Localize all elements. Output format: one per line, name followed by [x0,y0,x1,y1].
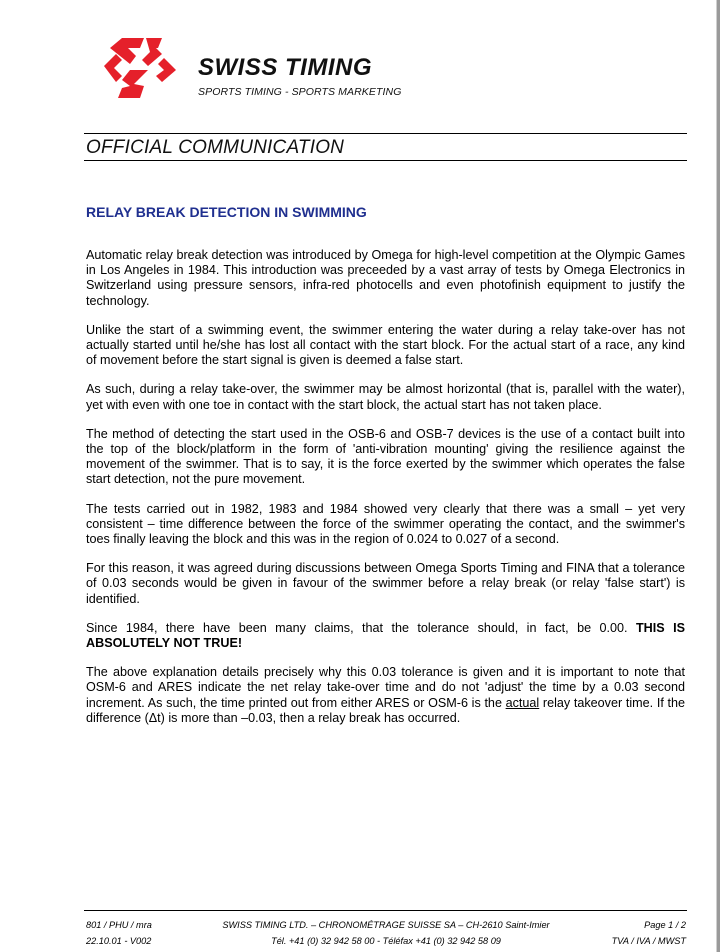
underlined-word: actual [505,695,540,710]
footer-company: SWISS TIMING LTD. – CHRONOMÉTRAGE SUISSE SA – CH-2610 Saint-Imier [222,920,550,930]
section-label: OFFICIAL COMMUNICATION [86,137,345,158]
final-text-end: relay takeover time. If the difference (Δt) is more than –0.03, then a relay break has occurred. [86,695,685,725]
footer-phone: Tél. +41 (0) 32 942 58 00 - Téléfax +41 (0) 32 942 58 09 [271,936,501,946]
paragraph: The tests carried out in 1982, 1983 and 1984 showed very clearly that there was a small – yet very consistent – time difference between the force of the swimmer operating the contact, and the swimmer's toes finally leaving the block and this was in the region of 0.024 to 0.027 of a second. [86,501,685,547]
footer-page-number: Page 1 / 2 [644,920,686,930]
claim-paragraph [86,621,685,651]
document-body [86,248,685,726]
brand-name: SWISS TIMING [198,54,372,81]
footer-vat: TVA / IVA / MWST [611,936,686,946]
brand-tagline: SPORTS TIMING - SPORTS MARKETING [198,86,402,98]
header-rule-top [84,133,687,134]
swiss-timing-logo-icon [100,36,180,100]
paragraph: As such, during a relay take-over, the swimmer may be almost horizontal (that is, parallel with the water), yet with even with one toe in contact with the start block, the actual start has not taken place. [86,382,685,412]
claim-text: Since 1984, there have been many claims, that the tolerance should, in fact, be 0.00. [86,620,636,635]
footer-date-version: 22.10.01 - V002 [86,936,152,946]
header-rule-bottom [84,160,687,161]
paragraph: For this reason, it was agreed during discussions between Omega Sports Timing and FINA that a tolerance of 0.03 seconds would be given in favour of the swimmer before a relay break (or relay 'false start') is identified. [86,561,685,606]
footer-reference: 801 / PHU / mra [86,920,152,930]
footer-rule [84,910,687,911]
document-title: RELAY BREAK DETECTION IN SWIMMING [86,204,367,220]
paragraph: The method of detecting the start used in the OSB-6 and OSB-7 devices is the use of a contact built into the top of the block/platform in the form of 'anti-vibration mounting' giving the resilience against the movement of the swimmer. That is to say, it is the force exerted by the swimmer which operates the false start detection, not the pure movement. [86,426,685,487]
paragraph: Unlike the start of a swimming event, the swimmer entering the water during a relay take-over has not actually started until he/she has lost all contact with the start block. For the actual start of a race, any kind of movement before the start signal is given is deemed a false start. [86,322,685,368]
paragraph: Automatic relay break detection was introduced by Omega for high-level competition at the Olympic Games in Los Angeles in 1984. This introduction was preceeded by a vast array of tests by Omega Electronics in Switzerland using pressure sensors, infra-red photocells and even photofinish equipment to justify the technology. [86,248,685,308]
claim-emphasis: THIS IS ABSOLUTELY NOT TRUE! [86,620,685,651]
final-text-start: The above explanation details precisely why this 0.03 tolerance is given and it is important to note that OSM-6 and ARES indicate the net relay take-over time and do not 'adjust' the time by a 0.03 second increment. As such, the time printed out from either ARES or OSM-6 is the [86,665,685,710]
final-paragraph [86,665,685,726]
